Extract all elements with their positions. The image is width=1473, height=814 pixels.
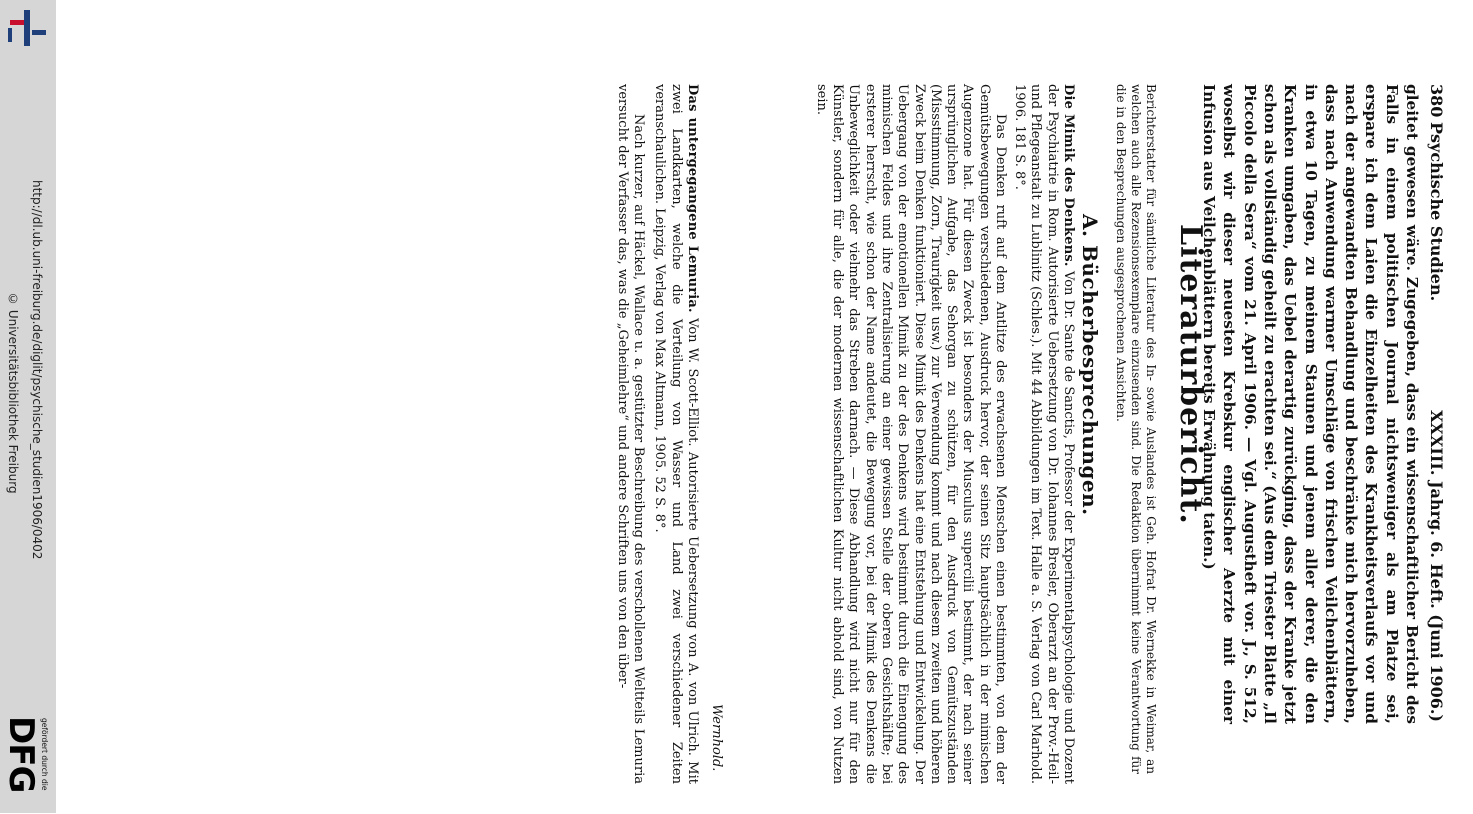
funder-caption: gefördert durch die	[40, 718, 49, 791]
viewer-sidebar	[0, 0, 56, 813]
review-1-citation	[1011, 84, 1076, 784]
rotated-page-content	[246, 84, 1446, 814]
literature-editorial-note: Berichterstatter für sämtliche Literatur des In- sowie Auslandes ist Geh. Hofrat Dr. Wernekke in Weimar, an welchen auch alle Rezensionsexemplare einzusenden sind. Die Redaktion übernimmt keine Verantwortung für die in den Besprechungen ausgesprochenen Ansichten.	[1114, 84, 1158, 774]
review-2-citation	[651, 84, 700, 784]
review-1-signature: Wernhold.	[709, 704, 724, 772]
source-url[interactable]: http://dl.ub.uni-freiburg.de/diglit/psychische_studien1906/0402	[30, 180, 44, 560]
continuation-paragraph: gleitet gewesen wäre. Zugegeben, dass ein wissenschaftlicher Bericht des Falls in einem politischen Journal nichtsweniger als am Platze sei, erspare ich dem Laien die Einzelheiten des Krankheitsverlaufs vor und nach der angewandten Behandlung und beschränke mich hervorzuheben, dass nach Anwendung warmer Umschläge von frischen Veilchenblättern, in etwa 10 Tagen, zu meinem Staunen und jenem aller derer, die den Kranken umgaben, das Uebel derartig zurückging, dass der Kranke jetzt schon als vollständig geheilt zu erachten sei.“ (Aus dem Triester Blatte „Il Piccolo della Sera“ vom 21. April 1906. — Vgl. Augustheft vor. J., S. 512, woselbst wir dieser neuesten Krebskur englischer Aerzte mit einer Infusion aus Veilchenblättern bereits Erwähnung taten.)	[1200, 84, 1421, 724]
book-reviews-heading: A. Bücherbesprechungen.	[1078, 214, 1102, 516]
review-2-body: Nach kurzer, auf Häckel, Wallace u. a. gestützter Beschreibung des verschollenen Weltteils Lemuria versucht der Verfasser das, was die „Geheimlehre“ und andere Schriften uns von den über-	[614, 84, 646, 784]
scanned-page	[56, 0, 1473, 813]
dfg-logo: DFG	[1, 716, 41, 793]
page-number: 380	[1427, 84, 1446, 118]
journal-name: Psychische Studien.	[1427, 122, 1446, 302]
ub-freiburg-logo-icon	[4, 6, 50, 50]
review-1-title: Die Mimik des Denkens.	[1061, 84, 1076, 267]
review-2-citation-text: Von W. Scott-Elliot. Autorisierte Uebersetzung von A. von Ulrich. Mit zwei Landkarten, welche die Verteilung von Wasser und Land zwei verschiedener Zeiten veranschaulichen. Leipzig, Verlag von Max Altmann, 1905. 52 S. 8°.	[652, 84, 700, 784]
copyright-notice: © Universitätsbibliothek Freiburg	[6, 292, 20, 494]
review-1-citation-text: Von Dr. Sante de Sanctis, Professor der Experimentalpsychologie und Dozent der Psychiatrie in Rom. Autorisierte Uebersetzung von Dr. Iohannes Bresler, Oberarzt an der Prov.-Heil- und Pflegeanstalt zu Lublinitz (Schles.). Mit 44 Abbildungen im Text. Halle a. S. Verlag von Carl Marhold. 1906. 181 S. 8°.	[1012, 84, 1076, 784]
literature-section-title: Literaturbericht.	[1173, 224, 1208, 525]
issue-info: XXXIII. Jahrg. 6. Heft. (Juni 1906.)	[1427, 410, 1446, 722]
review-2-title: Das untergegangene Lemuria.	[685, 84, 700, 313]
review-1-body: Das Denken ruft auf dem Antlitze des erwachsenen Menschen einen bestimmten, von dem der Gemütsbewegungen verschiedenen, Ausdruck hervor, der seinen Sitz hauptsächlich in der mimischen Augenzone hat. Für diesen Zweck ist besonders der Musculus supercilii bestimmt, der nach seiner ursprünglichen Aufgabe, das Sehorgan zu schützen, für den Ausdruck von Gemütszuständen (Missstimmung, Zorn, Traurigkeit usw.) zur Verwendung kommt und nach diesem zweiten und höheren Zweck beim Denken funktioniert. Diese Mimik des Denkens hat eine Entstehung und Entwickelung. Der Uebergang von der emotionellen Mimik zu der des Denkens wird bestimmt durch die Einengung des mimischen Feldes und ihre Zentralisierung an einer gewissen Stelle der oberen Gesichtshälfte; bei ersterer herrscht, wie schon der Name andeutet, die Bewegung vor, bei der Mimik des Denkens die Unbeweglichkeit oder vielmehr das Streben darnach. — Diese Abhandlung wird nicht nur für den Künstler, sondern für alle, die der modernen wissenschaftlichen Kultur nicht abhold sind, von Nutzen sein.	[813, 84, 1008, 784]
